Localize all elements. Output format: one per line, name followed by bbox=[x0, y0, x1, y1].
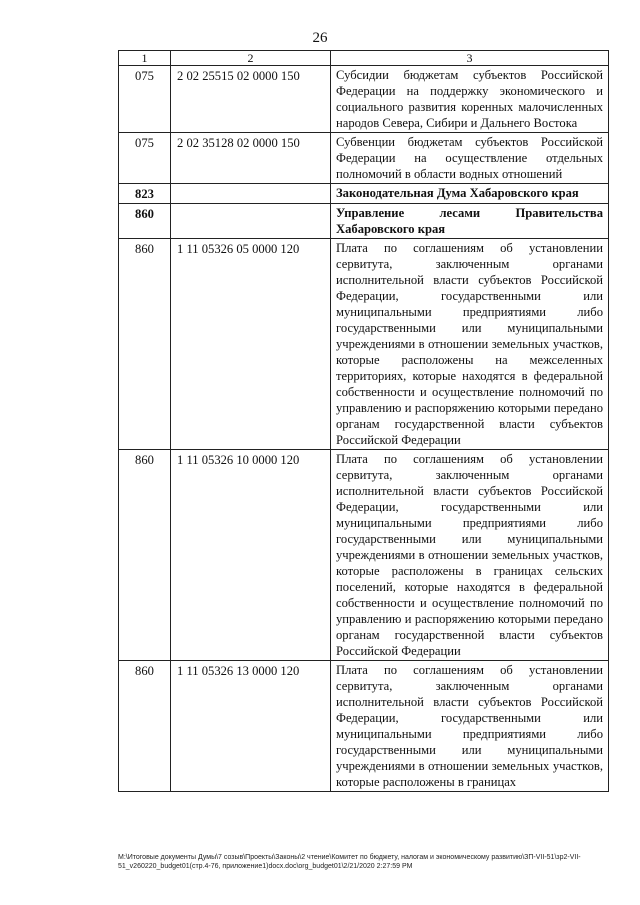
description-cell: Законодательная Дума Хабаровского края bbox=[331, 184, 609, 204]
budget-code-cell: 2 02 25515 02 0000 150 bbox=[171, 66, 331, 133]
admin-code-cell: 860 bbox=[119, 661, 171, 792]
admin-code-cell: 860 bbox=[119, 204, 171, 239]
table-row bbox=[119, 239, 609, 450]
table-row bbox=[119, 184, 609, 204]
admin-code-cell: 823 bbox=[119, 184, 171, 204]
table-row bbox=[119, 661, 609, 792]
admin-code-cell: 860 bbox=[119, 450, 171, 661]
table-row bbox=[119, 204, 609, 239]
table-row bbox=[119, 450, 609, 661]
header-col-3: 3 bbox=[331, 51, 609, 66]
budget-code-cell: 1 11 05326 10 0000 120 bbox=[171, 450, 331, 661]
budget-code-cell: 1 11 05326 05 0000 120 bbox=[171, 239, 331, 450]
budget-table bbox=[118, 50, 609, 792]
table-row bbox=[119, 66, 609, 133]
budget-code-cell: 2 02 35128 02 0000 150 bbox=[171, 133, 331, 184]
budget-code-cell: 1 11 05326 13 0000 120 bbox=[171, 661, 331, 792]
description-cell: Субвенции бюджетам субъектов Российской Федерации на осуществление отдельных полномочий в области водных отношений bbox=[331, 133, 609, 184]
description-cell: Управление лесами Правительства Хабаровского края bbox=[331, 204, 609, 239]
page-number: 26 bbox=[312, 30, 328, 46]
admin-code-cell: 860 bbox=[119, 239, 171, 450]
description-cell: Плата по соглашениям об установлении сервитута, заключенным органами исполнительной власти субъектов Российской Федерации, государственными или муниципальными предприятиями либо государственными или муниципальными учреждениями в отношении земельных участков, которые расположены в границах bbox=[331, 661, 609, 792]
header-col-2: 2 bbox=[171, 51, 331, 66]
description-cell: Плата по соглашениям об установлении сервитута, заключенным органами исполнительной власти субъектов Российской Федерации, государственными или муниципальными предприятиями либо государственными или муниципальными учреждениями в отношении земельных участков, которые расположены на межселенных территориях, которые находятся в федеральной собственности и осуществление полномочий по управлению и распоряжению которыми передано органам государственной власти субъектов Российской Федерации bbox=[331, 239, 609, 450]
table-row bbox=[119, 133, 609, 184]
budget-code-cell bbox=[171, 184, 331, 204]
description-cell: Субсидии бюджетам субъектов Российской Федерации на поддержку экономического и социального развития коренных малочисленных народов Севера, Сибири и Дальнего Востока bbox=[331, 66, 609, 133]
budget-code-cell bbox=[171, 204, 331, 239]
header-col-1: 1 bbox=[119, 51, 171, 66]
admin-code-cell: 075 bbox=[119, 133, 171, 184]
file-path-footer: M:\Итоговые документы Думы\7 созыв\Проекты\Законы\2 чтение\Комитет по бюджету, налогам и экономическому развитию\ЗП-VII-51\зр2-VII-51_v260220_budget01(стр.4-76, приложение1)docx.doc\org_budget01\2/21/2020 2:27:59 PM bbox=[118, 854, 581, 870]
admin-code-cell: 075 bbox=[119, 66, 171, 133]
table-header-row bbox=[119, 51, 609, 66]
description-cell: Плата по соглашениям об установлении сервитута, заключенным органами исполнительной власти субъектов Российской Федерации, государственными или муниципальными предприятиями либо государственными или муниципальными учреждениями в отношении земельных участков, которые расположены в границах сельских поселений, которые находятся в федеральной собственности и осуществление полномочий по управлению и распоряжению которыми передано органам государственной власти субъектов Российской Федерации bbox=[331, 450, 609, 661]
